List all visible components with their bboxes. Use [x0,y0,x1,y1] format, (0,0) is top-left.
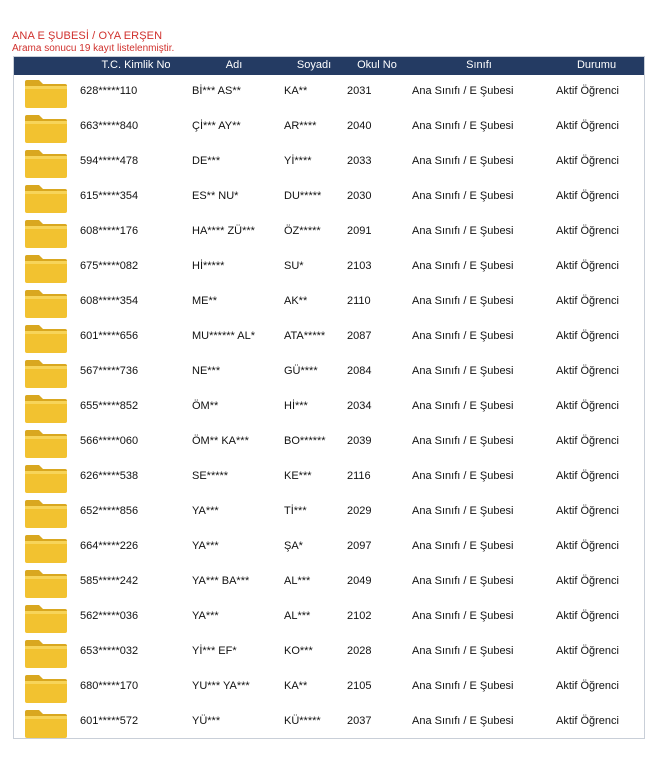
cell-ad: Yİ*** EF* [192,645,237,657]
col-okulno[interactable]: Okul No [357,59,397,71]
cell-soyad: KO*** [284,645,313,657]
cell-durum: Aktif Öğrenci [556,435,619,447]
folder-icon[interactable] [24,253,68,284]
folder-icon[interactable] [24,533,68,564]
table-row[interactable] [14,460,644,495]
table-row[interactable] [14,180,644,215]
cell-okulno: 2029 [347,505,372,517]
cell-tc: 664*****226 [80,540,139,552]
cell-okulno: 2110 [347,295,371,307]
cell-okulno: 2091 [347,225,372,237]
cell-durum: Aktif Öğrenci [556,610,619,622]
cell-durum: Aktif Öğrenci [556,260,619,272]
folder-icon[interactable] [24,113,68,144]
page-title: ANA E ŞUBESİ / OYA ERŞEN [12,30,163,42]
cell-tc: 585*****242 [80,575,139,587]
table-row[interactable] [14,390,644,425]
cell-sinif: Ana Sınıfı / E Şubesi [412,225,514,237]
cell-tc: 652*****856 [80,505,139,517]
table-row[interactable] [14,215,644,250]
cell-okulno: 2084 [347,365,372,377]
folder-icon[interactable] [24,638,68,669]
cell-durum: Aktif Öğrenci [556,680,619,692]
cell-ad: YÜ*** [192,715,221,727]
cell-durum: Aktif Öğrenci [556,365,619,377]
cell-tc: 626*****538 [80,470,139,482]
table-row[interactable] [14,705,644,739]
cell-ad: YA*** [192,610,219,622]
cell-ad: ÖM** [192,400,219,412]
cell-sinif: Ana Sınıfı / E Şubesi [412,295,514,307]
table-row[interactable] [14,530,644,565]
cell-sinif: Ana Sınıfı / E Şubesi [412,260,514,272]
cell-durum: Aktif Öğrenci [556,295,619,307]
cell-okulno: 2031 [347,85,372,97]
table-row[interactable] [14,495,644,530]
cell-durum: Aktif Öğrenci [556,155,619,167]
cell-tc: 601*****656 [80,330,139,342]
cell-soyad: Tİ*** [284,505,307,517]
table-header [14,57,644,75]
cell-soyad: Yİ**** [284,155,312,167]
cell-ad: YA*** [192,505,219,517]
cell-ad: MU****** AL* [192,330,255,342]
table-row[interactable] [14,600,644,635]
cell-sinif: Ana Sınıfı / E Şubesi [412,190,514,202]
cell-tc: 653*****032 [80,645,139,657]
cell-soyad: GÜ**** [284,365,318,377]
folder-icon[interactable] [24,428,68,459]
cell-soyad: ATA***** [284,330,326,342]
cell-sinif: Ana Sınıfı / E Şubesi [412,365,514,377]
cell-okulno: 2116 [347,470,371,482]
cell-sinif: Ana Sınıfı / E Şubesi [412,610,514,622]
cell-soyad: KA** [284,85,308,97]
cell-tc: 628*****110 [80,85,138,97]
cell-durum: Aktif Öğrenci [556,575,619,587]
folder-icon[interactable] [24,148,68,179]
cell-sinif: Ana Sınıfı / E Şubesi [412,715,514,727]
folder-icon[interactable] [24,603,68,634]
cell-sinif: Ana Sınıfı / E Şubesi [412,155,514,167]
cell-ad: ME** [192,295,218,307]
folder-icon[interactable] [24,568,68,599]
cell-durum: Aktif Öğrenci [556,470,619,482]
cell-sinif: Ana Sınıfı / E Şubesi [412,435,514,447]
col-durum[interactable]: Durumu [576,59,617,71]
cell-ad: HA**** ZÜ*** [192,225,255,237]
col-sinif[interactable]: Sınıfı [466,59,492,71]
cell-tc: 608*****354 [80,295,139,307]
cell-soyad: ÖZ***** [284,225,321,237]
folder-icon[interactable] [24,288,68,319]
cell-sinif: Ana Sınıfı / E Şubesi [412,505,514,517]
folder-icon[interactable] [24,673,68,704]
cell-okulno: 2105 [347,680,372,692]
cell-durum: Aktif Öğrenci [556,400,619,412]
cell-okulno: 2028 [347,645,372,657]
cell-ad: YU*** YA*** [192,680,250,692]
cell-sinif: Ana Sınıfı / E Şubesi [412,470,514,482]
cell-tc: 655*****852 [80,400,139,412]
cell-soyad: ŞA* [284,540,303,552]
table-row[interactable] [14,75,644,110]
cell-okulno: 2034 [347,400,372,412]
table-row[interactable] [14,145,644,180]
cell-soyad: KÜ***** [284,715,321,727]
col-tc[interactable]: T.C. Kimlik No [101,59,171,71]
cell-okulno: 2087 [347,330,372,342]
cell-durum: Aktif Öğrenci [556,505,619,517]
cell-sinif: Ana Sınıfı / E Şubesi [412,575,514,587]
cell-soyad: KE*** [284,470,312,482]
cell-sinif: Ana Sınıfı / E Şubesi [412,540,514,552]
folder-icon[interactable] [24,323,68,354]
cell-soyad: AK** [284,295,308,307]
result-count-text: Arama sonucu 19 kayıt listelenmiştir. [12,43,175,54]
col-ad[interactable]: Adı [225,59,243,71]
cell-tc: 608*****176 [80,225,139,237]
col-soyad[interactable]: Soyadı [296,59,332,71]
cell-soyad: SU* [284,260,304,272]
cell-soyad: AL*** [284,575,311,587]
folder-icon[interactable] [24,708,68,739]
table-row[interactable] [14,635,644,670]
cell-tc: 566*****060 [80,435,139,447]
cell-tc: 675*****082 [80,260,139,272]
folder-icon[interactable] [24,463,68,494]
table-row[interactable] [14,670,644,705]
cell-tc: 615*****354 [80,190,139,202]
cell-sinif: Ana Sınıfı / E Şubesi [412,120,514,132]
cell-okulno: 2097 [347,540,372,552]
cell-tc: 567*****736 [80,365,139,377]
folder-icon[interactable] [24,498,68,529]
table-row[interactable] [14,355,644,390]
student-table [13,56,645,739]
cell-soyad: BO****** [284,435,326,447]
table-body [14,75,644,739]
folder-icon[interactable] [24,183,68,214]
cell-okulno: 2103 [347,260,372,272]
cell-okulno: 2037 [347,715,372,727]
cell-ad: SE***** [192,470,229,482]
cell-sinif: Ana Sınıfı / E Şubesi [412,645,514,657]
cell-tc: 594*****478 [80,155,139,167]
cell-ad: Bİ*** AS** [192,85,241,97]
cell-sinif: Ana Sınıfı / E Şubesi [412,330,514,342]
cell-ad: YA*** [192,540,219,552]
cell-durum: Aktif Öğrenci [556,715,619,727]
table-row[interactable] [14,425,644,460]
cell-okulno: 2040 [347,120,372,132]
cell-ad: Çİ*** AY** [192,120,241,132]
cell-durum: Aktif Öğrenci [556,225,619,237]
cell-durum: Aktif Öğrenci [556,645,619,657]
cell-sinif: Ana Sınıfı / E Şubesi [412,680,514,692]
cell-okulno: 2049 [347,575,372,587]
table-row[interactable] [14,110,644,145]
cell-tc: 562*****036 [80,610,139,622]
folder-icon[interactable] [24,393,68,424]
cell-ad: NE*** [192,365,221,377]
cell-sinif: Ana Sınıfı / E Şubesi [412,400,514,412]
cell-ad: ES** NU* [192,190,239,202]
cell-durum: Aktif Öğrenci [556,190,619,202]
table-row[interactable] [14,250,644,285]
folder-icon[interactable] [24,218,68,249]
cell-soyad: Hİ*** [284,400,308,412]
cell-tc: 601*****572 [80,715,139,727]
cell-ad: Hİ***** [192,260,225,272]
cell-sinif: Ana Sınıfı / E Şubesi [412,85,514,97]
cell-ad: DE*** [192,155,221,167]
cell-tc: 663*****840 [80,120,139,132]
table-row[interactable] [14,320,644,355]
cell-okulno: 2102 [347,610,372,622]
cell-tc: 680*****170 [80,680,139,692]
table-row[interactable] [14,285,644,320]
cell-soyad: AR**** [284,120,317,132]
cell-soyad: DU***** [284,190,322,202]
cell-durum: Aktif Öğrenci [556,330,619,342]
cell-okulno: 2039 [347,435,372,447]
cell-soyad: AL*** [284,610,311,622]
folder-icon[interactable] [24,78,68,109]
table-row[interactable] [14,565,644,600]
cell-okulno: 2030 [347,190,372,202]
cell-durum: Aktif Öğrenci [556,540,619,552]
cell-okulno: 2033 [347,155,372,167]
cell-soyad: KA** [284,680,308,692]
cell-durum: Aktif Öğrenci [556,85,619,97]
cell-durum: Aktif Öğrenci [556,120,619,132]
folder-icon[interactable] [24,358,68,389]
cell-ad: YA*** BA*** [192,575,250,587]
cell-ad: ÖM** KA*** [192,435,249,447]
